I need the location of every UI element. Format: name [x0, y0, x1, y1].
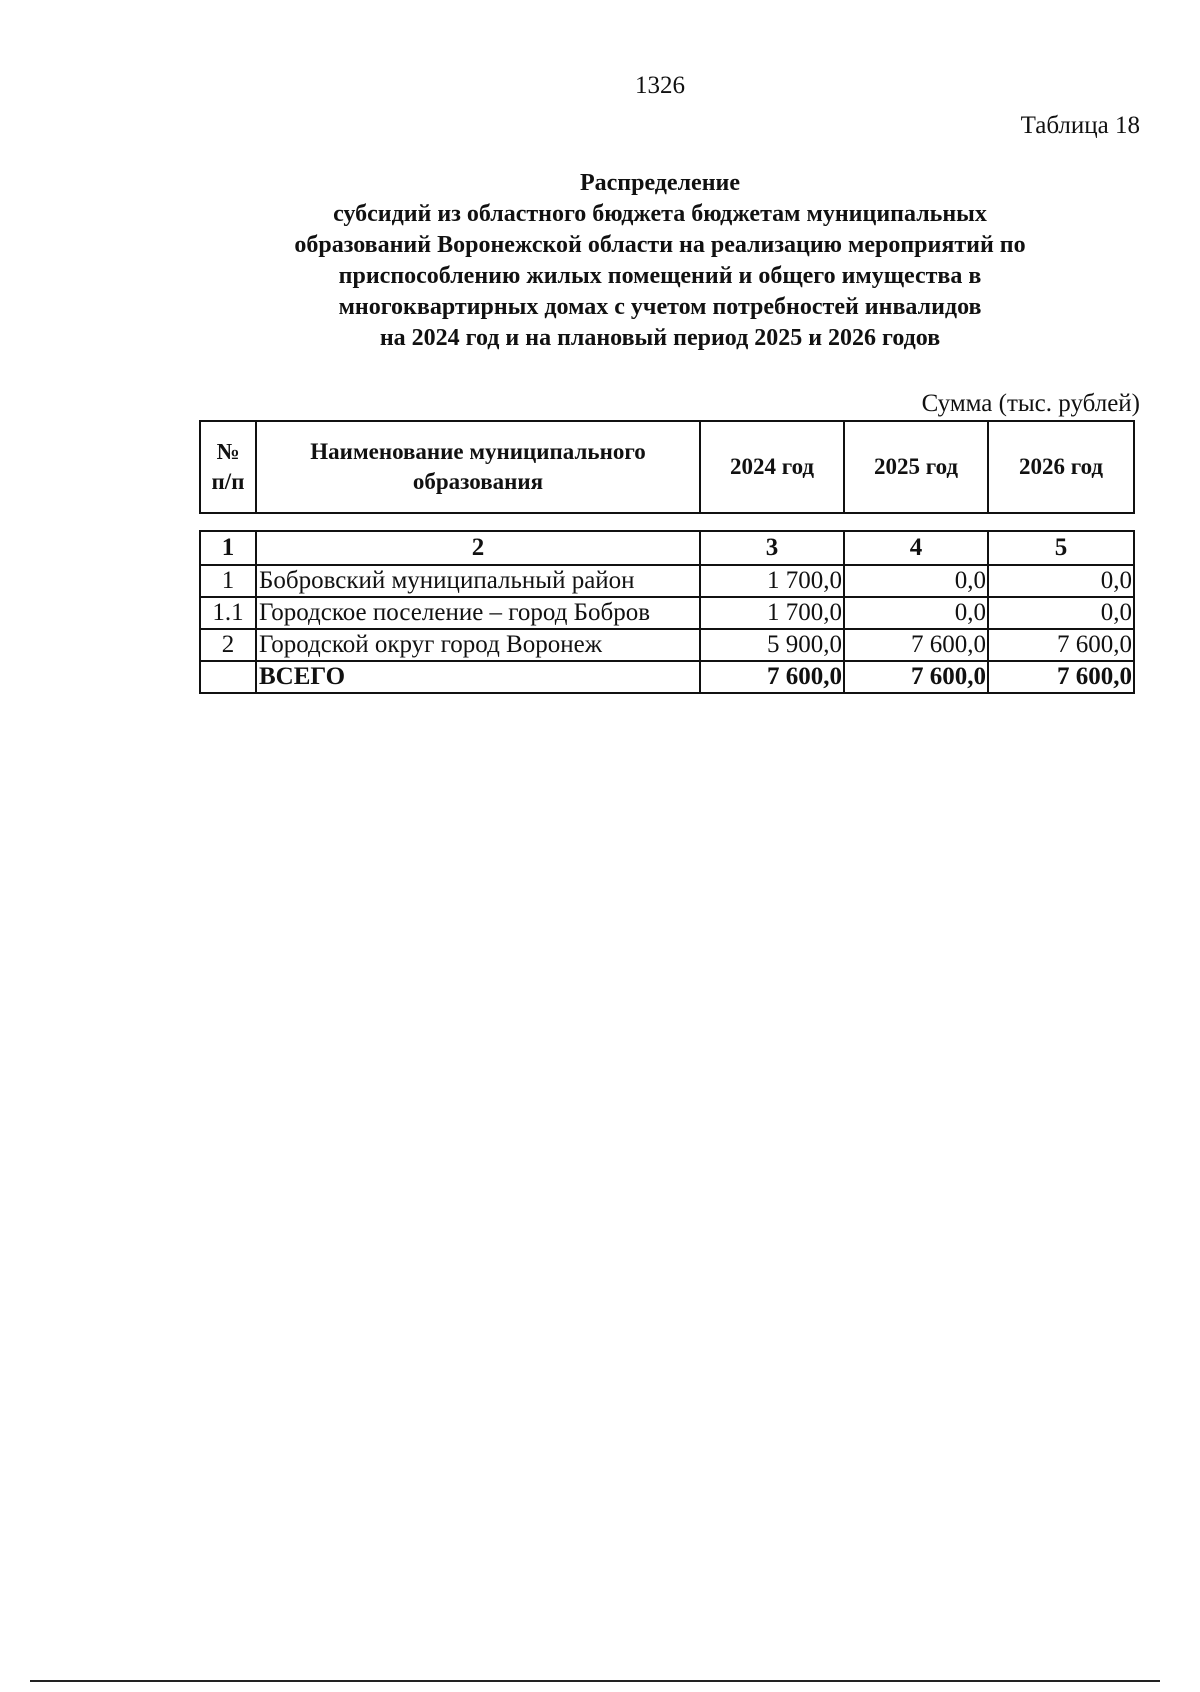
row-name: Городское поселение – город Бобров	[256, 597, 700, 629]
total-value-2025: 7 600,0	[844, 661, 988, 693]
column-index: 2	[256, 531, 700, 565]
column-index: 3	[700, 531, 844, 565]
header-2025: 2025 год	[844, 421, 988, 513]
units-label: Сумма (тыс. рублей)	[921, 390, 1140, 417]
row-number: 1.1	[200, 597, 256, 629]
row-value-2025: 0,0	[844, 597, 988, 629]
total-label: ВСЕГО	[256, 661, 700, 693]
header-name	[256, 421, 700, 513]
table-row	[200, 597, 1134, 629]
title-line: Распределение	[579, 170, 741, 196]
row-number: 2	[200, 629, 256, 661]
table-header	[199, 420, 1135, 514]
row-number: 1	[200, 565, 256, 597]
column-index: 1	[200, 531, 256, 565]
row-value-2025: 0,0	[844, 565, 988, 597]
header-number	[200, 421, 256, 513]
total-value-2026: 7 600,0	[988, 661, 1134, 693]
table-row	[200, 565, 1134, 597]
title-line: на 2024 год и на плановый период 2025 и 2026 годов	[379, 325, 941, 351]
table-label: Таблица 18	[1020, 112, 1140, 139]
total-number	[200, 661, 256, 693]
title-line: приспособлению жилых помещений и общего имущества в	[338, 263, 982, 289]
total-row	[200, 661, 1134, 693]
row-value-2024: 1 700,0	[700, 597, 844, 629]
header-2026: 2026 год	[988, 421, 1134, 513]
header-name-line2: образования	[412, 469, 544, 494]
row-value-2024: 1 700,0	[700, 565, 844, 597]
column-index-row	[200, 531, 1134, 565]
title-line: многоквартирных домах с учетом потребностей инвалидов	[338, 294, 982, 320]
row-value-2026: 0,0	[988, 565, 1134, 597]
header-2024: 2024 год	[700, 421, 844, 513]
header-number-line2: п/п	[211, 469, 245, 494]
title-line: образований Воронежской области на реализацию мероприятий по	[294, 232, 1026, 258]
column-index: 5	[988, 531, 1134, 565]
document-title	[200, 168, 1120, 354]
title-line: субсидий из областного бюджета бюджетам муниципальных	[333, 201, 987, 227]
column-index: 4	[844, 531, 988, 565]
row-name: Бобровский муниципальный район	[256, 565, 700, 597]
total-value-2024: 7 600,0	[700, 661, 844, 693]
footer-divider	[30, 1680, 1160, 1682]
table-row	[200, 629, 1134, 661]
row-name: Городской округ город Воронеж	[256, 629, 700, 661]
header-name-line1: Наименование муниципального	[310, 439, 646, 464]
row-value-2024: 5 900,0	[700, 629, 844, 661]
row-value-2025: 7 600,0	[844, 629, 988, 661]
data-table	[199, 530, 1135, 694]
row-value-2026: 0,0	[988, 597, 1134, 629]
header-number-line1: №	[216, 439, 240, 464]
page-number: 1326	[635, 72, 685, 99]
row-value-2026: 7 600,0	[988, 629, 1134, 661]
